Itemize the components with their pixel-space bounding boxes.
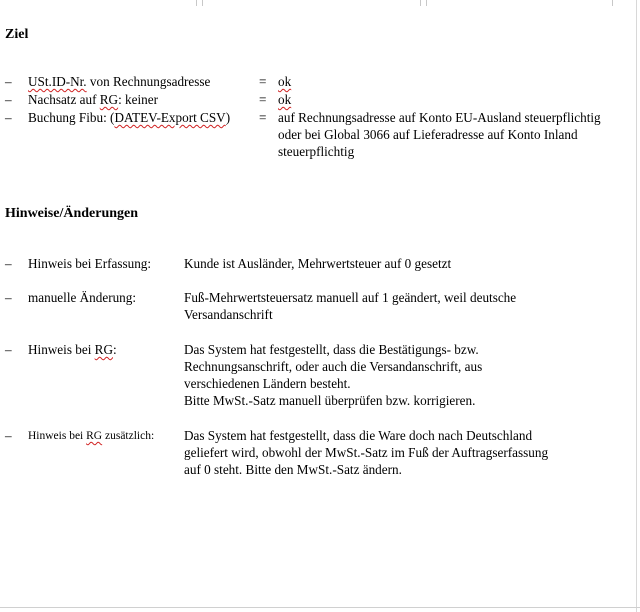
label-text: : keiner xyxy=(118,92,159,107)
label-text: Buchung Fibu: ( xyxy=(28,110,115,125)
text-line: Das System hat festgestellt, dass die Bestätigungs- bzw. xyxy=(184,342,479,357)
label-text: zusätzlich: xyxy=(102,430,155,442)
spellcheck-word: DATEV-Export CSV xyxy=(114,110,226,125)
list-dash: – xyxy=(5,74,12,89)
hinweis-row-label xyxy=(28,428,154,445)
hinweis-row-label: Hinweis bei Erfassung: xyxy=(28,256,152,271)
page-bottom-guide xyxy=(0,607,640,608)
value-line: steuerpflichtig xyxy=(278,144,355,159)
label-text: Hinweis bei xyxy=(28,342,95,357)
page-guide-mark xyxy=(426,0,427,6)
hinweis-row-label: manuelle Änderung: xyxy=(28,290,137,305)
page-guide-mark xyxy=(612,0,613,6)
label-text: von Rechnungsadresse xyxy=(86,74,211,89)
ziel-row xyxy=(0,109,636,161)
ziel-row-value: ok xyxy=(278,74,292,89)
page-guide-mark xyxy=(420,0,421,6)
list-dash: – xyxy=(5,92,12,107)
list-dash: – xyxy=(5,342,12,357)
text-line: Kunde ist Ausländer, Mehrwertsteuer auf 0 gesetzt xyxy=(184,256,452,271)
page-guide-mark xyxy=(196,0,197,6)
text-line: Versandanschrift xyxy=(184,307,273,322)
spellcheck-word: RG xyxy=(99,92,119,107)
section-heading-ziel: Ziel xyxy=(5,27,29,42)
text-line: verschiedenen Ländern besteht. xyxy=(184,376,351,391)
label-text: ) xyxy=(225,110,231,125)
list-dash: – xyxy=(5,256,12,271)
hinweis-row xyxy=(0,255,636,272)
ziel-row xyxy=(0,73,636,90)
value-line: oder bei Global 3066 auf Lieferadresse auf Konto Inland xyxy=(278,127,578,142)
text-line: auf 0 steht. Bitte den MwSt.-Satz ändern. xyxy=(184,462,402,477)
spellcheck-word: RG xyxy=(94,342,113,357)
page-right-guide xyxy=(636,0,637,612)
page-guide-mark xyxy=(202,0,203,6)
hinweis-row xyxy=(0,289,636,323)
ziel-row xyxy=(0,91,636,108)
label-text: : xyxy=(113,342,117,357)
spellcheck-word: RG xyxy=(86,430,103,442)
text-line: Rechnungsanschrift, oder auch die Versandanschrift, aus xyxy=(184,359,483,374)
list-dash: – xyxy=(5,290,12,305)
equals-sign: = xyxy=(259,92,267,107)
list-dash: – xyxy=(5,428,12,443)
hinweis-row-label xyxy=(28,341,117,358)
value-line: auf Rechnungsadresse auf Konto EU-Ausland steuerpflichtig xyxy=(278,110,601,125)
section-heading-hinweise: Hinweise/Änderungen xyxy=(5,206,139,221)
ziel-row-label xyxy=(28,109,230,126)
list-dash: – xyxy=(5,110,12,125)
equals-sign: = xyxy=(259,74,267,89)
label-text: Hinweis bei xyxy=(28,430,87,442)
hinweis-row xyxy=(0,341,636,409)
text-line: Das System hat festgestellt, dass die Ware doch nach Deutschland xyxy=(184,428,533,443)
text-line: geliefert wird, obwohl der MwSt.-Satz im Fuß der Auftragserfassung xyxy=(184,445,549,460)
page-top-guides xyxy=(0,0,640,6)
text-line: Fuß-Mehrwertsteuersatz manuell auf 1 geändert, weil deutsche xyxy=(184,290,517,305)
ziel-row-value: ok xyxy=(278,92,292,107)
ziel-row-label xyxy=(28,73,210,90)
equals-sign: = xyxy=(259,110,267,125)
spellcheck-word: USt.ID-Nr. xyxy=(28,74,87,89)
hinweis-row xyxy=(0,427,636,478)
text-line: Bitte MwSt.-Satz manuell überprüfen bzw. korrigieren. xyxy=(184,393,476,408)
label-text: Nachsatz auf xyxy=(28,92,100,107)
ziel-row-label xyxy=(28,91,158,108)
